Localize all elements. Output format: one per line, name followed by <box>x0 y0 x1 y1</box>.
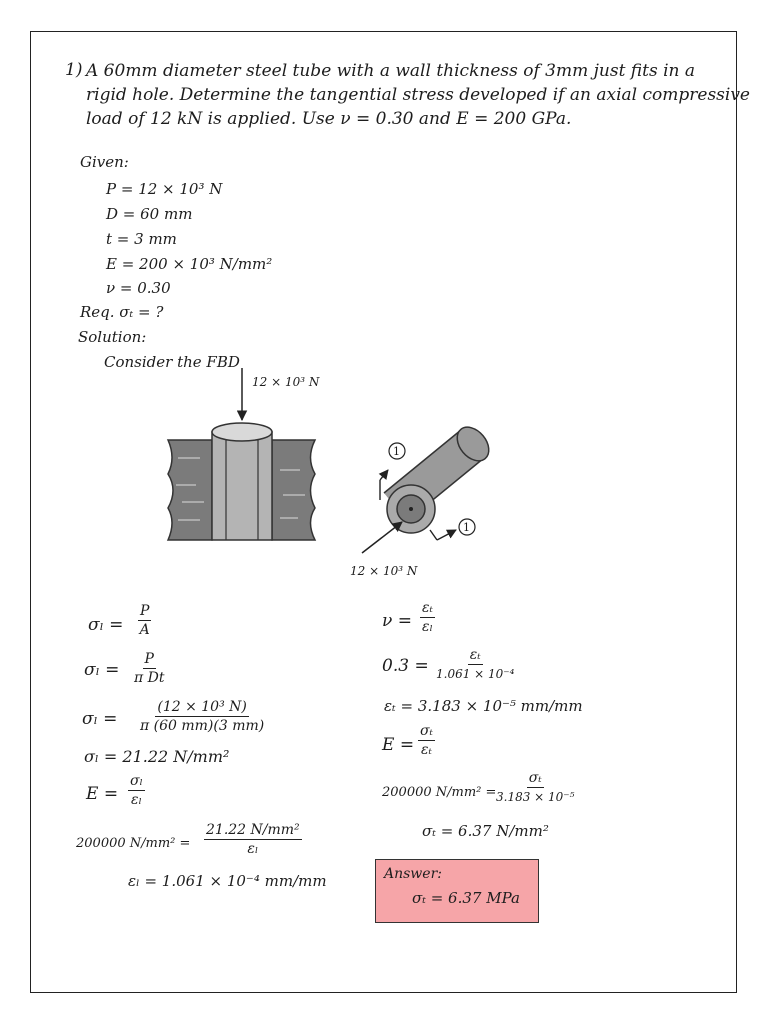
eq-l3-den: π (60 mm)(3 mm) <box>140 718 265 734</box>
eq-r4-num: σₜ <box>420 723 434 739</box>
eq-l5-den: εₗ <box>131 792 142 808</box>
eq-l3-lhs: σₗ = <box>82 709 118 729</box>
eq-r5-den: 3.183 × 10⁻⁵ <box>496 790 575 804</box>
eq-l6-den: εₗ <box>247 841 259 857</box>
given-item-t: t = 3 mm <box>106 230 177 248</box>
steel-tube-side-view <box>212 423 272 540</box>
eq-r2-den: 1.061 × 10⁻⁴ <box>436 667 515 681</box>
eq-r1-num: εₜ <box>422 600 433 616</box>
eq-r5-num: σₜ <box>528 770 542 786</box>
eq-l1-num: P <box>140 603 150 619</box>
eq-r1-den: εₗ <box>422 619 433 635</box>
load-label-bottom: 12 × 10³ N <box>350 564 418 578</box>
eq-l2-den: π Dt <box>134 670 165 686</box>
eq-l2-num: P <box>144 651 154 667</box>
eq-r6: σₜ = 6.37 N/mm² <box>422 822 549 840</box>
eq-l5-fraction <box>128 773 145 808</box>
eq-l6-fraction <box>204 822 302 857</box>
answer-box <box>375 859 539 923</box>
eq-r5-lhs: 200000 N/mm² = <box>382 785 497 800</box>
answer-value: σₜ = 6.37 MPa <box>412 889 520 907</box>
eq-r2-fraction <box>436 647 514 682</box>
section-mark-1-top: 1 <box>393 445 400 458</box>
eq-l5-lhs: E = <box>86 784 119 804</box>
eq-l3-fraction <box>140 699 264 734</box>
load-label-top: 12 × 10³ N <box>252 375 320 389</box>
eq-r2-lhs: 0.3 = <box>382 656 429 676</box>
given-item-p: P = 12 × 10³ N <box>106 180 223 198</box>
problem-number: 1) <box>65 60 83 80</box>
problem-line-3: load of 12 kN is applied. Use ν = 0.30 and E = 200 GPa. <box>86 109 572 129</box>
eq-r3: εₜ = 3.183 × 10⁻⁵ mm/mm <box>384 697 583 715</box>
answer-label: Answer: <box>384 866 442 882</box>
eq-r4-lhs: E = <box>382 735 415 755</box>
eq-l1-fraction <box>138 603 151 638</box>
eq-l4: σₗ = 21.22 N/mm² <box>84 747 230 766</box>
eq-l1-lhs: σₗ = <box>88 615 124 635</box>
eq-l6-lhs: 200000 N/mm² = <box>76 836 191 851</box>
steel-tube-isometric <box>384 421 495 533</box>
given-item-e: E = 200 × 10³ N/mm² <box>106 255 273 273</box>
rigid-wall-right <box>272 440 315 540</box>
eq-l3-num: (12 × 10³ N) <box>157 699 247 715</box>
given-heading: Given: <box>80 153 129 171</box>
consider-fbd: Consider the FBD <box>104 353 240 371</box>
eq-l5-num: σₗ <box>130 773 143 789</box>
solution-heading: Solution: <box>78 328 147 346</box>
required: Req. σₜ = ? <box>80 303 164 321</box>
eq-l2-fraction <box>134 651 165 686</box>
eq-r4-fraction <box>418 723 435 758</box>
eq-l7: εₗ = 1.061 × 10⁻⁴ mm/mm <box>128 872 327 890</box>
eq-r4-den: εₜ <box>421 742 432 758</box>
given-item-d: D = 60 mm <box>106 205 193 223</box>
eq-l6-num: 21.22 N/mm² <box>206 822 300 838</box>
problem-line-2: rigid hole. Determine the tangential stress developed if an axial compressive <box>86 85 750 105</box>
eq-r1-fraction <box>420 600 435 635</box>
eq-r2-num: εₜ <box>469 647 481 663</box>
load-arrow-bottom <box>362 522 402 553</box>
problem-line-1: A 60mm diameter steel tube with a wall thickness of 3mm just fits in a <box>86 61 696 81</box>
section-mark-1-bottom: 1 <box>463 521 470 534</box>
eq-r5-fraction <box>496 770 574 805</box>
given-item-nu: ν = 0.30 <box>106 279 171 297</box>
rigid-wall-left <box>168 440 212 540</box>
eq-r1-lhs: ν = <box>382 611 412 631</box>
eq-l2-lhs: σₗ = <box>84 660 120 680</box>
eq-l1-den: A <box>139 622 150 638</box>
